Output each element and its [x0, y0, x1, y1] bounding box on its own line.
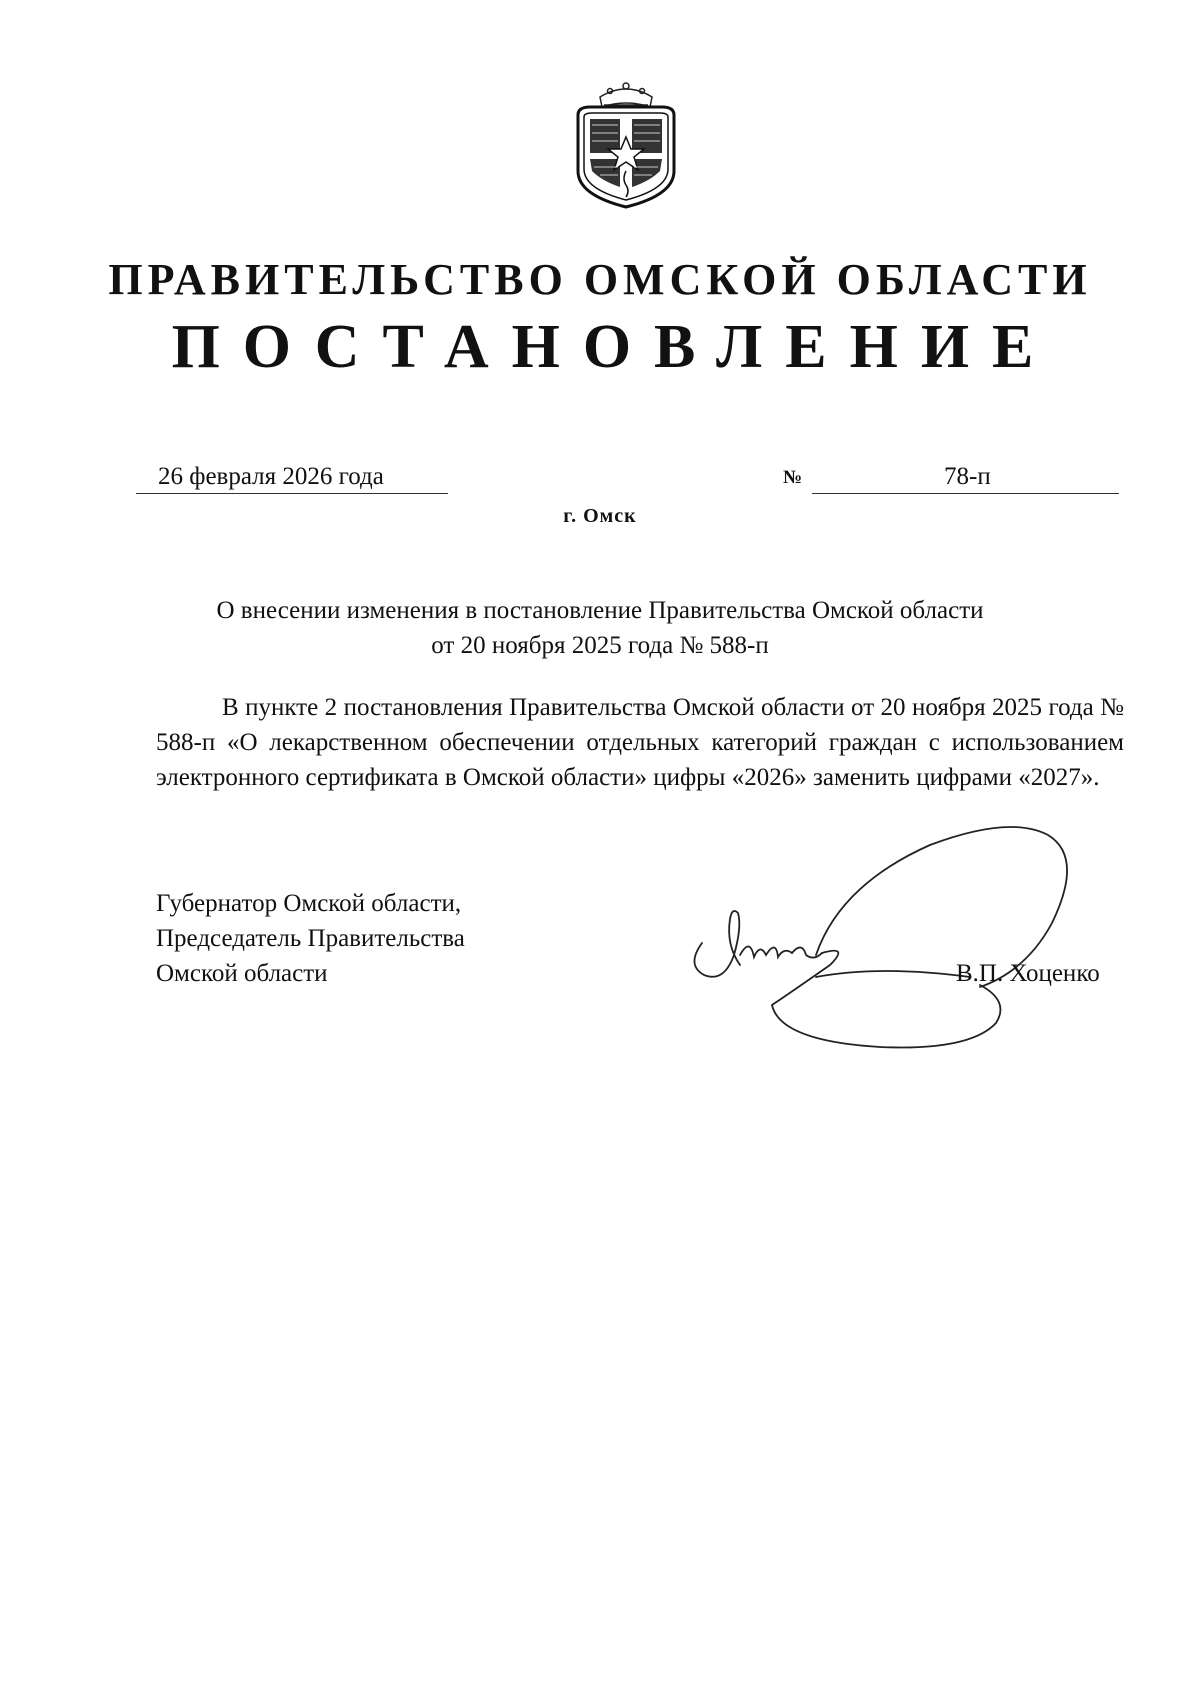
- signer-title: [156, 886, 465, 991]
- coat-of-arms-icon: [570, 75, 682, 210]
- document-number: 78-п: [812, 462, 1119, 494]
- handwritten-signature: [680, 815, 1120, 1055]
- document-type: ПОСТАНОВЛЕНИЕ: [171, 313, 1057, 381]
- title-line-1: О внесении изменения в постановление Правительства Омской области: [216, 597, 984, 624]
- signer-title-line-2: Председатель Правительства: [156, 925, 465, 952]
- number-sign: №: [783, 467, 803, 488]
- title-line-2: от 20 ноября 2025 года № 588-п: [431, 632, 769, 659]
- document-date: 26 февраля 2026 года: [136, 462, 448, 494]
- city: г. Омск: [563, 505, 637, 527]
- body-paragraph: В пункте 2 постановления Правительства Омской области от 20 ноября 2025 года № 588-п «О лекарственном обеспечении отдельных категорий граждан с использованием электронного сертификата в Омской области» цифры «2026» заменить цифрами «2027».: [156, 694, 1124, 791]
- signer-title-line-1: Губернатор Омской области,: [156, 890, 462, 917]
- organization-name: ПРАВИТЕЛЬСТВО ОМСКОЙ ОБЛАСТИ: [108, 255, 1092, 304]
- document-title: [150, 593, 1050, 663]
- signer-name: В.П. Хоценко: [956, 960, 1100, 987]
- signer-title-line-3: Омской области: [156, 960, 328, 987]
